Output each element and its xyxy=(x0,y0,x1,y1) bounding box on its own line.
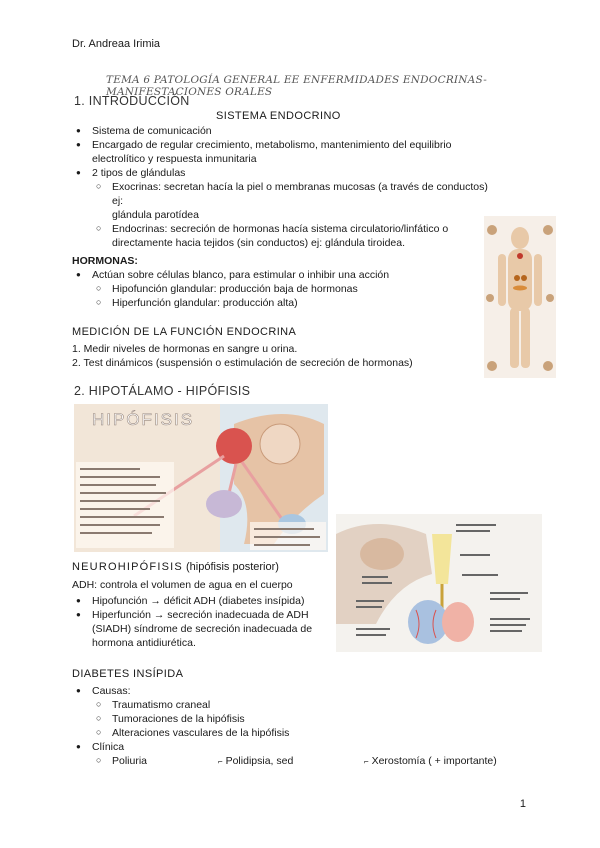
clinica-row xyxy=(72,754,532,768)
sub-list-item: ○ Exocrinas: secretan hacía la piel o membranas mucosas (a través de conductos) ej: xyxy=(72,180,492,208)
clinica-item-poliuria: Poliuria xyxy=(112,755,148,767)
list-item-continuation: hormona antidiurética. xyxy=(92,637,196,649)
diabetes-heading: DIABETES INSÍPIDA xyxy=(72,668,184,680)
sub-list-item: ○ Endocrinas: secreción de hormonas hacía sistema circulatorio/linfático o xyxy=(72,222,492,236)
neuro-list xyxy=(72,594,342,650)
neuro-heading-rest: (hipófisis posterior) xyxy=(182,561,279,573)
page-number: 1 xyxy=(519,798,526,810)
neuro-heading xyxy=(72,560,279,574)
list-item: ● Hiperfunción → secreción inadecuada de ADH xyxy=(72,608,342,622)
list-item: ● 2 tipos de glándulas xyxy=(72,166,492,180)
sub-list-item: ○ Hipofunción glandular: producción baja de hormonas xyxy=(72,282,492,296)
list-item: ● Encargado de regular crecimiento, metabolismo, mantenimiento del equilibrio xyxy=(72,138,492,152)
hypophysis-figure-title: HIPÓFISIS xyxy=(92,410,195,429)
document-title: TEMA 6 PATOLOGÍA GENERAL EE ENFERMIDADES ENDOCRINAS- MANIFESTACIONES ORALES xyxy=(106,74,487,98)
author-header: Dr. Andreaa Irimia xyxy=(72,38,161,50)
section-1-heading: 1. INTRODUCCIÓN xyxy=(74,94,190,108)
neurohypophysis-diagram-icon xyxy=(336,514,542,652)
medicion-heading: MEDICIÓN DE LA FUNCIÓN ENDOCRINA xyxy=(72,326,297,338)
list-item-continuation: electrolítico y respuesta inmunitaria xyxy=(92,153,257,165)
sub-list-item: ○ Alteraciones vasculares de la hipófisis xyxy=(72,726,532,740)
sub-list-item: ○ Traumatismo craneal xyxy=(72,698,532,712)
neuro-heading-caps: NEUROHIPÓFISIS xyxy=(72,561,183,573)
bullet-icon: ⌐ xyxy=(364,757,369,766)
sub-list-item: ○ Hiperfunción glandular: producción alta) xyxy=(72,296,492,310)
list-item: ● Clínica xyxy=(72,740,532,754)
neurohypophysis-figure xyxy=(336,514,542,652)
body-diagram-icon xyxy=(484,216,556,378)
section-2-heading: 2. HIPOTÁLAMO - HIPÓFISIS xyxy=(74,384,251,398)
clinica-item-polidipsia-label: Polidipsia, sed xyxy=(225,755,294,767)
sub-list-item-continuation: directamente hacia tejidos (sin conductos) ej: glándula tiroidea. xyxy=(112,237,406,249)
clinica-item-xerostomia-label: Xerostomía ( + importante) xyxy=(371,755,497,767)
endocrine-glands-figure xyxy=(484,216,556,378)
list-item: ● Causas: xyxy=(72,684,532,698)
list-item: ● Sistema de comunicación xyxy=(72,124,492,138)
sub-list-item-continuation: glándula parotídea xyxy=(112,209,199,221)
list-item-continuation: (SIADH) síndrome de secreción inadecuada de xyxy=(92,623,313,635)
hormonas-heading: HORMONAS: xyxy=(72,255,138,267)
list-item: ● Hipofunción → déficit ADH (diabetes insípida) xyxy=(72,594,342,608)
intro-list xyxy=(72,124,492,250)
diabetes-list xyxy=(72,684,532,768)
bullet-icon: ⌐ xyxy=(218,757,223,766)
clinica-item-xerostomia xyxy=(364,754,497,769)
hormonas-list xyxy=(72,268,492,310)
clinica-item-polidipsia xyxy=(218,754,293,769)
hypophysis-figure xyxy=(74,404,328,552)
medicion-line-2: 2. Test dinámicos (suspensión o estimulación de secreción de hormonas) xyxy=(72,357,413,369)
adh-line: ADH: controla el volumen de agua en el cuerpo xyxy=(72,579,293,591)
endocrine-system-subheading: SISTEMA ENDOCRINO xyxy=(216,110,341,122)
sub-list-item: ○ Tumoraciones de la hipófisis xyxy=(72,712,532,726)
medicion-line-1: 1. Medir niveles de hormonas en sangre u orina. xyxy=(72,343,298,355)
list-item: ● Actúan sobre células blanco, para estimular o inhibir una acción xyxy=(72,268,492,282)
